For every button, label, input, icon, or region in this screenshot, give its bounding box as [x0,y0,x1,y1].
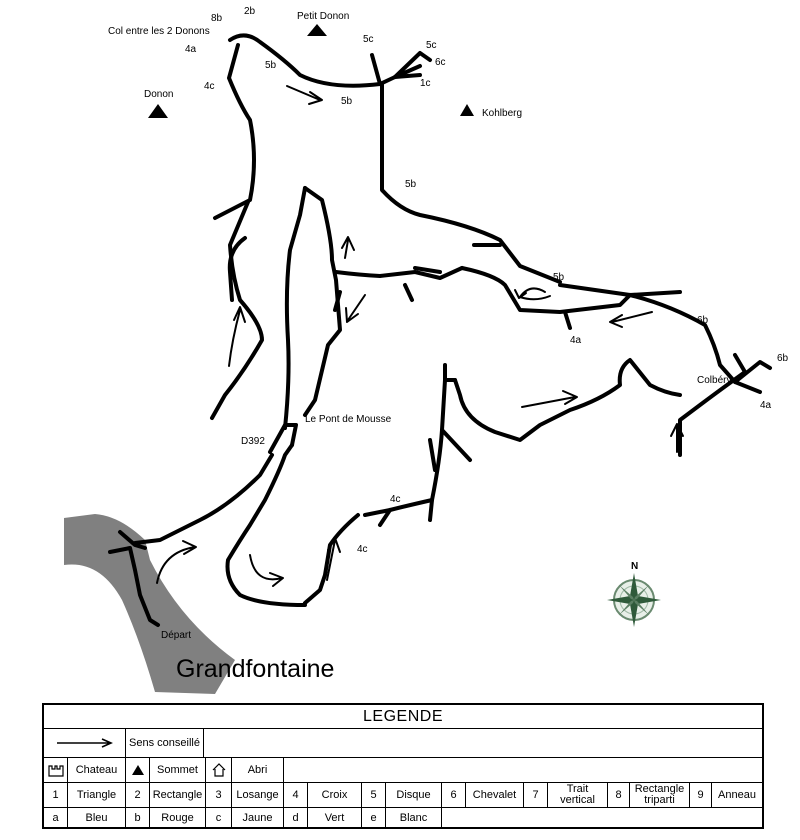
shape-name: Rectangle triparti [630,783,690,807]
shape-number: 8 [608,783,630,807]
trail-segment [395,53,430,77]
summit-label-donon: Donon [144,89,174,100]
trail-segment [395,75,420,77]
trail-segment [212,202,262,418]
color-letter: e [362,808,386,829]
trail-code: 5b [405,179,417,190]
direction-arrow [229,307,245,366]
summit-label-petit-donon: Petit Donon [297,11,350,22]
direction-arrow [250,555,283,586]
trail-segment [445,365,455,380]
shape-name: Disque [386,783,442,807]
shape-number: 9 [690,783,712,807]
town-label: Grandfontaine [176,655,335,683]
legend-shapes-row [44,783,762,808]
direction-arrow [342,237,354,258]
shape-number: 7 [524,783,548,807]
road-label: D392 [241,436,265,447]
shape-name: Croix [308,783,362,807]
shape-number: 3 [206,783,232,807]
legend-direction-label: Sens conseillé [126,729,204,757]
shape-name: Losange [232,783,284,807]
legend-title-row [44,705,762,729]
color-letter: d [284,808,308,829]
direction-arrow [610,312,652,327]
trail-segment [372,55,380,84]
trail-segment [565,312,570,328]
shelter-icon [206,758,232,782]
trail-segment [285,188,305,428]
trail-code: 5c [426,40,437,51]
direction-arrow [522,391,577,407]
shape-number: 4 [284,783,308,807]
trail-codes [185,6,789,555]
direction-arrows [157,86,683,586]
shape-number: 2 [126,783,150,807]
pont-label: Le Pont de Mousse [305,414,392,425]
direction-arrow [346,295,365,322]
trail-segment [405,285,412,300]
summit-label-kohlberg: Kohlberg [482,108,523,119]
trail-segment [305,188,340,415]
color-name: Bleu [68,808,126,829]
petit-donon-summit-icon [307,24,327,36]
trail-code: 6c [435,57,446,68]
direction-arrow-icon [55,738,115,748]
trail-code: 4a [185,44,197,55]
shape-number: 1 [44,783,68,807]
direction-arrow [515,288,550,299]
trail-segment [135,455,272,543]
legend-shelter-label: Abri [232,758,284,782]
trail-code: 5b [341,96,353,107]
shape-name: Trait vertical [548,783,608,807]
compass-north-label: N [631,561,639,572]
compass-rose-icon [607,561,661,627]
color-letter: c [206,808,232,829]
shape-name: Triangle [68,783,126,807]
shape-number: 6 [442,783,466,807]
col-label: Col entre les 2 Donons [108,26,210,37]
trail-code: 5b [265,60,277,71]
color-letter: b [126,808,150,829]
trail-code: 6b [697,315,709,326]
legend-direction-row [44,729,762,758]
kohlberg-summit-icon [460,104,474,116]
shape-name: Chevalet [466,783,524,807]
trail-segment [215,45,254,218]
direction-arrow [157,541,196,583]
trail-code: 5c [363,34,374,45]
direction-arrow [287,86,322,104]
trail-code: 4c [357,544,368,555]
color-name: Jaune [232,808,284,829]
donon-summit-icon [148,104,168,118]
color-name: Blanc [386,808,442,829]
shape-name: Rectangle [150,783,206,807]
trail-segment [336,268,462,278]
trail-code: 4c [204,81,215,92]
color-letter: a [44,808,68,829]
castle-icon [44,758,68,782]
trail-code: 6b [777,353,789,364]
legend-colors-row [44,808,762,829]
trail-segment [455,360,680,440]
color-name: Vert [308,808,362,829]
legend-castle-label: Chateau [68,758,126,782]
trail-segment [560,285,680,295]
colbery-label: Colbéry [697,375,732,386]
trail-segment [430,440,435,470]
trail-segment [442,380,470,460]
trail-segment [228,445,306,605]
trail-code: 5b [553,272,565,283]
trail-code: 1c [420,78,431,89]
depart-label: Départ [161,630,192,641]
legend-symbols-row [44,758,762,783]
color-name: Rouge [150,808,206,829]
trail-segment [735,355,745,372]
legend-arrow-cell [44,729,126,757]
trail-code: 4c [390,494,401,505]
legend [42,703,764,829]
legend-summit-label: Sommet [150,758,206,782]
trail-code: 8b [211,13,223,24]
trail-segment [230,35,380,85]
trail-code: 2b [244,6,256,17]
trail-network [110,35,770,625]
shape-name: Anneau [718,788,756,801]
trail-code: 4a [760,400,772,411]
shape-number: 5 [362,783,386,807]
summit-icon [126,758,150,782]
trail-code: 4a [570,335,582,346]
legend-title: LEGENDE [363,708,443,725]
